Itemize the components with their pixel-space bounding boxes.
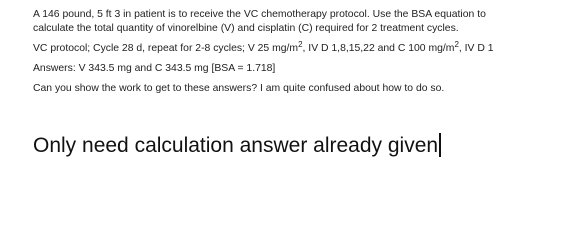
protocol-line xyxy=(33,42,573,56)
request-line: Can you show the work to get to these answers? I am quite confused about how to do so. xyxy=(33,83,445,94)
answer-text: Only need calculation answer already given xyxy=(33,134,439,157)
protocol-text-b: , IV D 1,8,15,22 and C 100 mg/m xyxy=(302,43,455,54)
text-cursor xyxy=(439,133,441,157)
question-line-2: calculate the total quantity of vinorelbine (V) and cisplatin (C) required for 2 treatment cycles. xyxy=(33,23,459,34)
protocol-text-a: VC protocol; Cycle 28 d, repeat for 2-8 cycles; V 25 mg/m xyxy=(33,43,299,54)
protocol-superscript-2: 2 xyxy=(454,40,459,49)
answer-text-input[interactable] xyxy=(33,133,441,159)
protocol-superscript-1: 2 xyxy=(298,40,303,49)
answers-line: Answers: V 343.5 mg and C 343.5 mg [BSA = 1.718] xyxy=(33,63,276,74)
question-text-block xyxy=(33,8,573,96)
protocol-text-c: , IV D 1 xyxy=(458,43,494,54)
question-line-1: A 146 pound, 5 ft 3 in patient is to receive the VC chemotherapy protocol. Use the BSA equation to xyxy=(33,9,486,20)
